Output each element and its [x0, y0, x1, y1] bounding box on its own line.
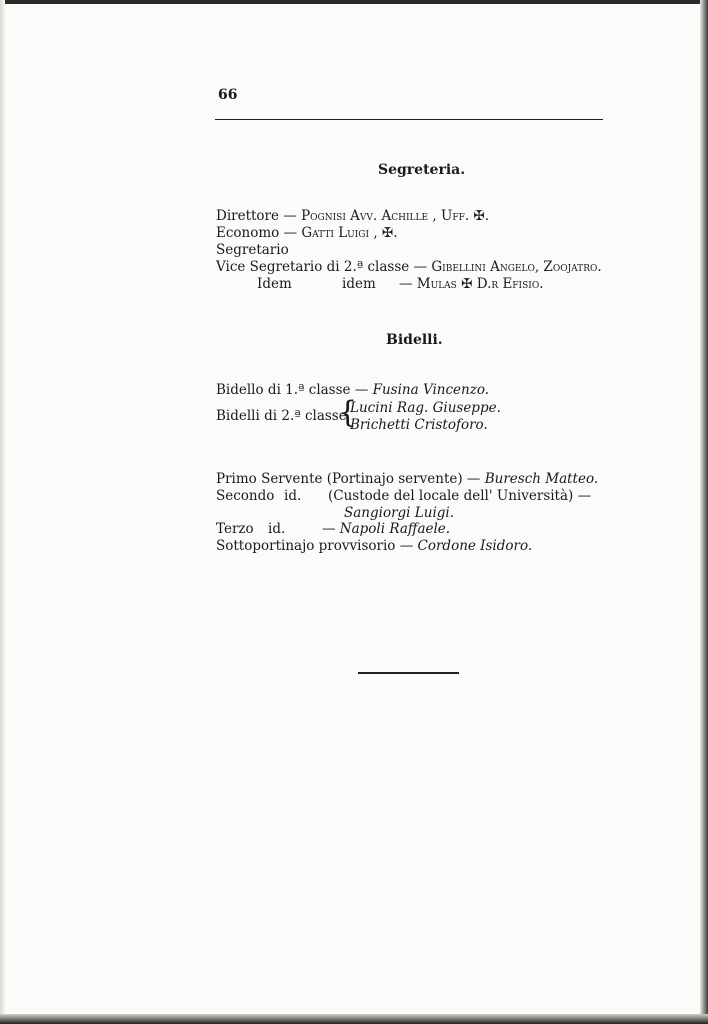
role-label: Segretario — [216, 242, 289, 258]
scan-edge-top — [0, 0, 708, 4]
role-label: Sottoportinajo provvisorio — — [216, 538, 414, 554]
segreteria-line-2 — [216, 225, 398, 241]
role-label: Bidello di 1.ª classe — — [216, 382, 369, 398]
person-name: Mulas ✠ D.r Efisio. — [416, 276, 544, 292]
role-label: Vice Segretario di 2.ª classe — — [216, 259, 428, 275]
segreteria-line-5-idem: Idem — [257, 276, 292, 292]
role-label: Economo — — [216, 225, 298, 241]
servant-line-3-abbr: id. — [268, 521, 286, 537]
role-label: Primo Servente (Portinajo servente) — — [216, 471, 481, 487]
segreteria-line-5-mid: idem — [342, 276, 376, 292]
header-rule — [215, 119, 603, 120]
person-name: Buresch Matteo. — [484, 471, 599, 487]
servant-line-2-role: Secondo — [216, 488, 275, 504]
scan-edge-right — [700, 0, 708, 1024]
page-number: 66 — [218, 87, 238, 103]
servant-line-1 — [216, 471, 598, 487]
role-label: Direttore — — [216, 208, 297, 224]
section-heading-bidelli: Bidelli. — [386, 332, 443, 348]
person-name: Pognisi Avv. Achille , Uff. ✠. — [301, 208, 490, 224]
scan-edge-bottom — [0, 1014, 708, 1024]
curly-brace: { — [338, 395, 358, 430]
person-name: Fusina Vincenzo. — [372, 382, 490, 398]
person-name: Napoli Raffaele. — [339, 521, 451, 537]
segreteria-line-3 — [216, 242, 289, 258]
bidelli-name-2: Brichetti Cristoforo. — [350, 417, 488, 433]
segreteria-line-5-name — [399, 276, 544, 292]
scan-edge-left — [0, 0, 5, 1024]
servant-line-3-role: Terzo — [216, 521, 254, 537]
dash: — — [399, 276, 413, 292]
bidelli-name-1: Lucini Rag. Giuseppe. — [350, 400, 501, 416]
section-heading-segreteria: Segreteria. — [378, 162, 466, 178]
person-name: Gibellini Angelo, Zoojatro. — [431, 259, 602, 275]
closing-rule — [358, 672, 459, 674]
bidelli-line-2-role: Bidelli di 2.ª classe — [216, 408, 347, 424]
person-name: Cordone Isidoro. — [417, 538, 533, 554]
servant-line-2-name: Sangiorgi Luigi. — [344, 505, 455, 521]
dash: — — [322, 521, 336, 537]
servant-line-2-abbr: id. — [284, 488, 302, 504]
segreteria-line-4 — [216, 259, 602, 275]
servant-line-2-rest: (Custode del locale dell' Università) — — [328, 488, 592, 504]
segreteria-line-1 — [216, 208, 489, 224]
servant-line-3-name — [322, 521, 450, 537]
servant-line-4 — [216, 538, 532, 554]
person-name: Gatti Luigi , ✠. — [301, 225, 398, 241]
